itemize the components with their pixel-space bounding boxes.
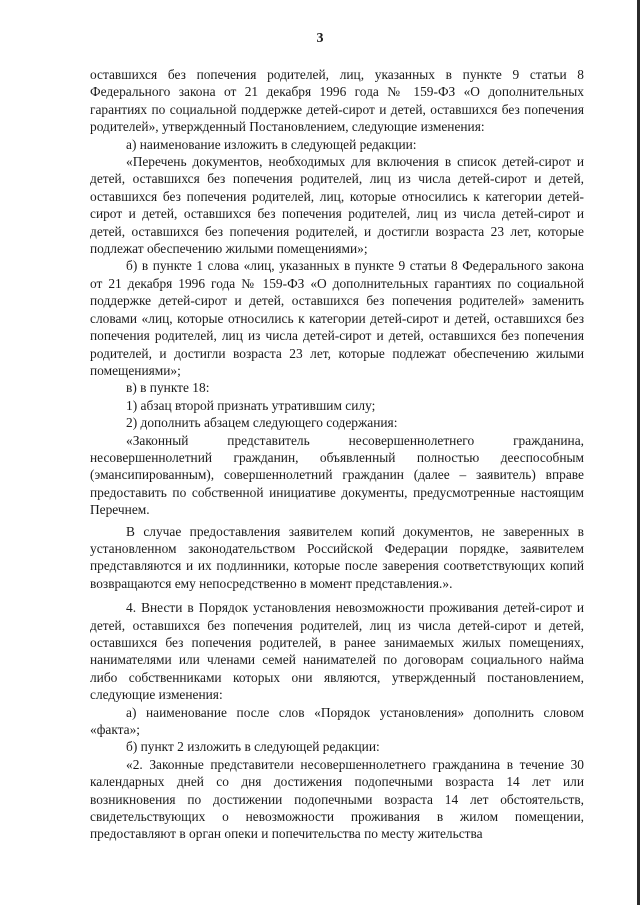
paragraph-copies: В случае предоставления заявителем копий документов, не заверенных в установленном законодательством Российской Федерации порядке, заявителем представляются и их подлинники, которые после заверения соответствующих копий возвращаются ему непосредственно в момент представления.». <box>90 523 584 591</box>
paragraph-quote-point-2: «2. Законные представители несовершеннолетнего гражданина в течение 30 календарных дней со дня достижения подопечными возраста 14 лет или возникновения по достижении подопечными возраста 14 лет обстоятельств, свидетельствующих о невозможности проживания в жилом помещении, предоставляют в орган опеки и попечительства по месту жительства <box>90 756 584 842</box>
paragraph-item-v: в) в пункте 18: <box>126 380 210 396</box>
paragraph-item-b-2: б) пункт 2 изложить в следующей редакции: <box>126 739 380 755</box>
paragraph-continuation: оставшихся без попечения родителей, лиц, указанных в пункте 9 статьи 8 Федерального закона от 21 декабря 1996 года № 159-ФЗ «О дополнительных гарантиях по социальной поддержке детей-сирот и детей, оставшихся без попечения родителей», утвержденный Постановлением, следующие изменения: <box>90 67 584 135</box>
paragraph-section-4: 4. Внести в Порядок установления невозможности проживания детей-сирот и детей, оставшихся без попечения родителей, лиц из числа детей-сирот и детей, оставшихся без попечения родителей, в ранее занимаемых жилых помещениях, нанимателями или членами семей нанимателей по договорам социального найма либо собственниками которых они являются, утвержденный постановлением, следующие изменения: <box>90 600 584 703</box>
paragraph-item-a: а) наименование изложить в следующей редакции: <box>126 136 417 152</box>
paragraph-quote-title: «Перечень документов, необходимых для включения в список детей-сирот и детей, оставшихся без попечения родителей, лиц из числа детей-сирот и детей, оставшихся без попечения родителей, лиц, которые относились к категории детей-сирот и детей, оставшихся без попечения родителей, лиц из числа детей-сирот и детей, оставшихся без попечения родителей, и достигли возраста 23 лет, которые подлежат обеспечению жилыми помещениями»; <box>90 154 584 257</box>
paragraph-quote-representative: «Законный представитель несовершеннолетнего гражданина, несовершеннолетний гражданин, объявленный полностью дееспособным (эмансипированным), совершеннолетний гражданин (далее – заявитель) вправе предоставить по собственной инициативе документы, предусмотренные настоящим Перечнем. <box>90 432 584 518</box>
paragraph-item-b: б) в пункте 1 слова «лиц, указанных в пункте 9 статьи 8 Федерального закона от 21 декабря 1996 года № 159-ФЗ «О дополнительных гарантиях по социальной поддержке детей-сирот и детей, оставшихся без попечения родителей» заменить словами «лиц, которые относились к категории детей-сирот и детей, оставшихся без попечения родителей, лиц из числа детей-сирот и детей, оставшихся без попечения родителей, и достигли возраста 23 лет, которые подлежат обеспечению жилыми помещениями»; <box>90 258 584 378</box>
paragraph-subitem-1: 1) абзац второй признать утратившим силу; <box>126 397 376 413</box>
document-body <box>90 66 584 843</box>
paragraph-item-a-2: а) наименование после слов «Порядок установления» дополнить словом «факта»; <box>90 704 584 738</box>
page-number: 3 <box>316 31 324 46</box>
paragraph-subitem-2: 2) дополнить абзацем следующего содержания: <box>126 415 398 431</box>
